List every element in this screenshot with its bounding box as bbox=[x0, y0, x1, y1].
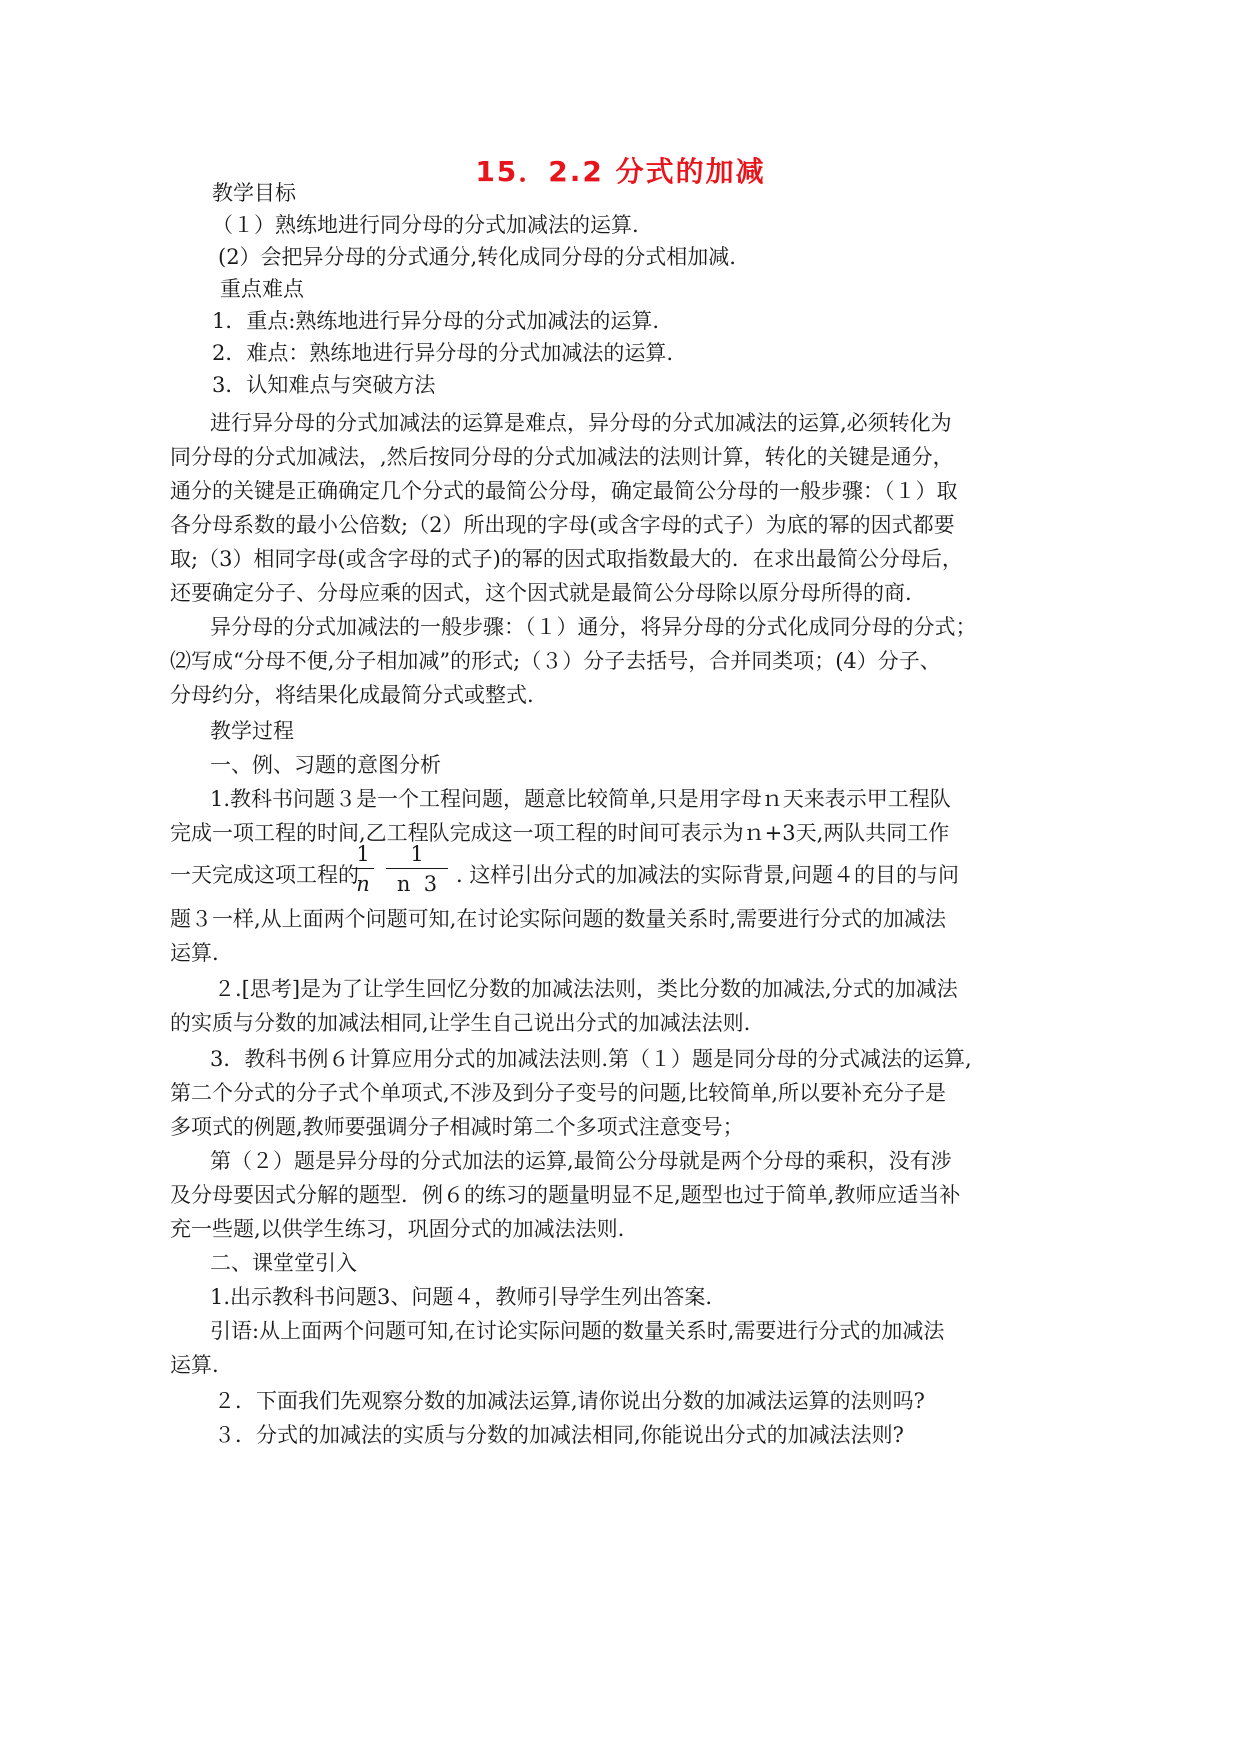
fraction-1-over-n-plus-3 bbox=[386, 842, 448, 898]
heading-teaching-goals: 教学目标 bbox=[212, 181, 296, 205]
paragraph-line: 分母约分，将结果化成最简分式或整式. bbox=[170, 683, 534, 707]
paragraph-line: 运算. bbox=[170, 1353, 219, 1377]
paragraph-line: ３．分式的加减法的实质与分数的加减法相同,你能说出分式的加减法法则? bbox=[214, 1423, 904, 1447]
paragraph-line: 的实质与分数的加减法相同,让学生自己说出分式的加减法法则. bbox=[170, 1011, 751, 1035]
paragraph-line: 题３一样,从上面两个问题可知,在讨论实际问题的数量关系时,需要进行分式的加减法 bbox=[170, 907, 947, 931]
key-point-2: 2．难点：熟练地进行异分母的分式加减法的运算. bbox=[212, 341, 674, 365]
section-heading: 二、课堂堂引入 bbox=[210, 1251, 357, 1275]
fraction-bar bbox=[352, 868, 374, 869]
fraction-denominator: n 3 bbox=[396, 872, 438, 896]
paragraph-line: 第二个分式的分子式个单项式,不涉及到分子变号的问题,比较简单,所以要补充分子是 bbox=[170, 1081, 947, 1105]
paragraph-line: 多项式的例题,教师要强调分子相减时第二个多项式注意变号； bbox=[170, 1115, 744, 1139]
goal-2: (2）会把异分母的分式通分,转化成同分母的分式相加减. bbox=[218, 245, 736, 269]
paragraph-line: 各分母系数的最小公倍数;（2）所出现的字母(或含字母的式子）为底的幂的因式都要 bbox=[170, 513, 955, 537]
paragraph-line: 1.出示教科书问题3、问题４，教师引导学生列出答案. bbox=[210, 1285, 713, 1309]
paragraph-line: ２.[思考]是为了让学生回忆分数的加减法法则，类比分数的加减法,分式的加减法 bbox=[214, 977, 958, 1001]
paragraph-line: 第（２）题是异分母的分式加法的运算,最简公分母就是两个分母的乘积，没有涉 bbox=[210, 1149, 952, 1173]
heading-teaching-process: 教学过程 bbox=[210, 719, 294, 743]
paragraph-line: 3．教科书例６计算应用分式的加减法法则.第（１）题是同分母的分式减法的运算, bbox=[210, 1047, 972, 1071]
paragraph-line: 及分母要因式分解的题型．例６的练习的题量明显不足,题型也过于简单,教师应适当补 bbox=[170, 1183, 961, 1207]
fraction-numerator: 1 bbox=[410, 842, 424, 866]
paragraph-line: 引语:从上面两个问题可知,在讨论实际问题的数量关系时,需要进行分式的加减法 bbox=[210, 1319, 945, 1343]
fraction-1-over-n bbox=[352, 842, 374, 898]
page-title: 15．2.2 分式的加减 bbox=[475, 155, 766, 188]
paragraph-line: 进行异分母的分式加减法的运算是难点，异分母的分式加减法的运算,必须转化为 bbox=[210, 411, 952, 435]
paragraph-line: 一天完成这项工程的 bbox=[170, 863, 359, 887]
paragraph-line: 异分母的分式加减法的一般步骤：（１）通分，将异分母的分式化成同分母的分式； bbox=[210, 615, 977, 639]
paragraph-line: 通分的关键是正确确定几个分式的最简公分母，确定最简公分母的一般步骤：（１）取 bbox=[170, 479, 958, 503]
fraction-bar bbox=[386, 868, 448, 869]
paragraph-line: 1.教科书问题３是一个工程问题，题意比较简单,只是用字母ｎ天来表示甲工程队 bbox=[210, 787, 951, 811]
heading-key-points: 重点难点 bbox=[220, 277, 304, 301]
paragraph-line: 运算. bbox=[170, 941, 219, 965]
paragraph-line: 完成一项工程的时间,乙工程队完成这一项工程的时间可表示为ｎ+3天,两队共同工作 bbox=[170, 821, 950, 845]
goal-1: （１）熟练地进行同分母的分式加减法的运算. bbox=[212, 213, 639, 237]
paragraph-line: 取;（3）相同字母(或含字母的式子)的幂的因式取指数最大的．在求出最简公分母后， bbox=[170, 547, 963, 571]
paragraph-line: . 这样引出分式的加减法的实际背景,问题４的目的与问 bbox=[456, 863, 960, 887]
paragraph-line: ⑵写成“分母不便,分子相加减”的形式;（３）分子去括号，合并同类项；(4）分子、 bbox=[170, 649, 941, 673]
paragraph-line: ２．下面我们先观察分数的加减法运算,请你说出分数的加减法运算的法则吗? bbox=[214, 1389, 925, 1413]
fraction-numerator: 1 bbox=[356, 842, 370, 866]
paragraph-line: 同分母的分式加减法，,然后按同分母的分式加减法的法则计算，转化的关键是通分， bbox=[170, 445, 954, 469]
key-point-3: 3．认知难点与突破方法 bbox=[212, 373, 436, 397]
section-heading: 一、例、习题的意图分析 bbox=[210, 753, 441, 777]
paragraph-line: 还要确定分子、分母应乘的因式，这个因式就是最简公分母除以原分母所得的商. bbox=[170, 581, 912, 605]
key-point-1: 1．重点:熟练地进行异分母的分式加减法的运算. bbox=[212, 309, 660, 333]
fraction-denominator: n bbox=[356, 872, 370, 896]
paragraph-line: 充一些题,以供学生练习，巩固分式的加减法法则. bbox=[170, 1217, 625, 1241]
